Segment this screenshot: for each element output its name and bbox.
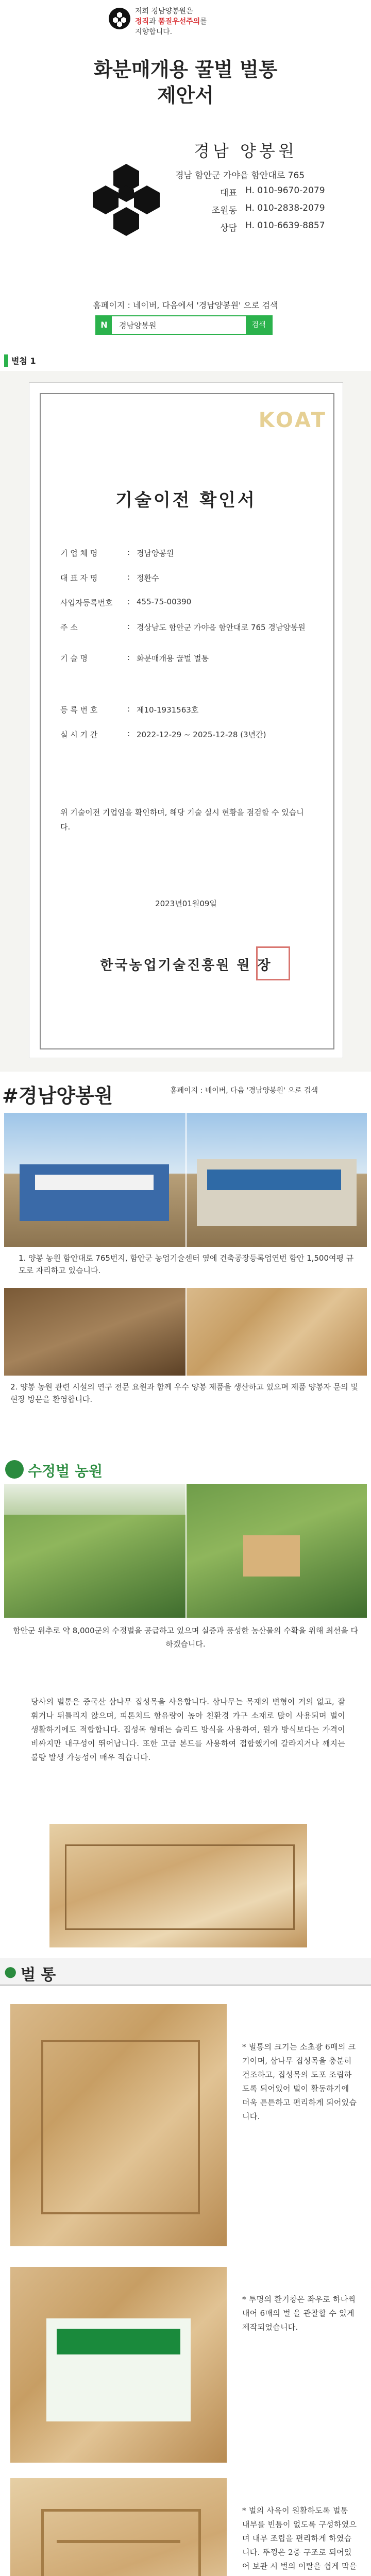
store-caption-2: 2. 양봉 농원 관련 시설의 연구 전문 요원과 함께 우수 양봉 제품을 생산하고 있으며 제품 양봉자 문의 및 현장 방문을 환영합니다. (10, 1382, 358, 1404)
page-title: 화분매개용 꿀벌 벌통 (93, 58, 278, 81)
workshop-photo-1 (4, 1288, 185, 1376)
farm-caption: 함안군 위추로 약 8,000군의 수정벌을 공급하고 있으며 실증과 풍성한 농산물의 수확을 위해 최선을 다하겠습니다. (12, 1626, 359, 1649)
box-photo (10, 2267, 227, 2463)
business-card (0, 123, 371, 293)
box-description: * 벌통의 크기는 소초광 6매의 크기이며, 삼나무 집성목을 충분히 건조하고, 집성목의 도포 조립하도록 되어있어 벌이 활동하기에 더욱 튼튼하고 편리하게 되어있습니다. (242, 2042, 357, 2121)
contact-list (175, 185, 345, 238)
section1-bar (0, 350, 371, 371)
certificate-paper (29, 382, 343, 1058)
hive-in-field-photo (187, 1484, 367, 1618)
honeycomb-emblem-icon (82, 154, 170, 241)
box-photo (10, 2478, 227, 2576)
certificate-title: 기술이전 확인서 (115, 490, 257, 511)
store-front-photo (4, 1113, 185, 1247)
box-item (0, 1999, 371, 2257)
store-search-text: 홈페이지 : 네이버, 다음 '경남양봉원' 으로 검색 (170, 1087, 318, 1095)
store-section (0, 1077, 371, 1458)
search-bar[interactable] (95, 315, 273, 335)
box-photo (10, 2004, 227, 2246)
greenhouse-photo (4, 1484, 185, 1618)
business-address: 경남 함안군 가야읍 함안대로 765 (175, 171, 305, 181)
store-logo: #경남양봉원 (2, 1084, 113, 1107)
certificate-body: 위 기술이전 기업임을 확인하며, 해당 기술 실시 현황을 점검할 수 있습니다. (60, 808, 304, 832)
certificate-issuer: 한국농업기술진흥원 원 장 (100, 958, 272, 973)
business-name: 경남 양봉원 (194, 141, 297, 161)
official-seal-icon (256, 946, 290, 980)
table-row: 기 업 체 명 : 경남양봉원 (60, 548, 174, 558)
top-note-line2: 정직과 품질우선주의를 (135, 18, 207, 26)
certificate (0, 371, 371, 1072)
contact-item: 조원동 H. 010-2838-2079 (211, 203, 325, 216)
top-note-line3: 지향합니다. (135, 28, 173, 36)
certificate-table (60, 548, 318, 754)
top-note (0, 0, 371, 46)
search-query: 경남양봉원 (119, 321, 157, 330)
workshop-photo-2 (187, 1288, 367, 1376)
title-block (0, 57, 371, 118)
farm-section (0, 1458, 371, 1680)
table-row: 실 시 기 간 : 2022-12-29 ~ 2025-12-28 (3년간) (60, 729, 266, 739)
bee-icon: ● (4, 1963, 17, 1980)
store-caption: 1. 양봉 농원 함안대로 765번지, 함안군 농업기술센터 옆에 건축공장등록업연번 함안 1,500여평 규모로 자리하고 있습니다. (19, 1253, 354, 1275)
intro-paragraph: 당사의 벌통은 중국산 삼나무 집성목을 사용합니다. 삼나무는 목재의 변형이 거의 없고, 잘 휘거나 뒤틀리지 않으며, 피톤치드 항유량이 높아 친환경 가구 소재로 많이 사용되며 벌이 생활하기에도 적합합니다. 집성목 형태는 슬리드 방식을 사용하여, 원가 방식보다는 가격이 비싸지만 내구성이 뛰어납니다. 또한 고급 본드를 사용하여 접합했기에 갈라지거나 깨지는 불량 발생 가능성이 매우 적습니다. (31, 1697, 345, 1762)
search-hint-text: 홈페이지 : 네이버, 다음에서 '경남양봉원' 으로 검색 (93, 300, 278, 310)
top-note-line1: 저희 경남양봉원은 (135, 7, 193, 15)
table-row: 주 소 : 경상남도 함안군 가야읍 함안대로 765 경남양봉원 (60, 622, 306, 632)
farm-logo-icon (5, 1460, 24, 1479)
table-row: 기 술 명 : 화분매개용 꿀벌 벌통 (60, 653, 209, 663)
contact-item: 대표 H. 010-9670-2079 (220, 185, 325, 198)
table-row: 대 표 자 명 : 정환수 (60, 572, 159, 583)
box-description: * 투명의 환기창은 좌우로 하나씩 내어 6매의 벌 을 관찰할 수 있게 제작되었습니다. (242, 2295, 356, 2332)
table-row: 사업자등록번호 : 455-75-00390 (60, 597, 192, 607)
box-item (0, 2473, 371, 2576)
certificate-date: 2023년01월09일 (155, 899, 217, 908)
koat-logo: KOAT (258, 409, 327, 432)
page-subtitle: 제안서 (157, 84, 214, 107)
boxes-header: 벌 통 (21, 1966, 56, 1984)
farm-logo: 수정벌 농원 (28, 1463, 103, 1480)
hive-box-photo (49, 1824, 307, 1947)
honeycomb-logo-icon (108, 7, 131, 30)
table-row: 등 록 번 호 : 제10-1931563호 (60, 704, 199, 715)
box-item (0, 2262, 371, 2468)
section-marker (4, 354, 8, 367)
contact-item: 상담 H. 010-6639-8857 (220, 221, 325, 233)
boxes-header-bar (0, 1958, 371, 1986)
section1-label: 별첨 1 (11, 356, 36, 366)
box-description: * 벌의 사육이 원활하도록 벌통 내부를 빈틈이 없도록 구성하였으며 내부 조립을 편리하게 하였습니다. 뚜껑은 2중 구조로 되어있어 보관 시 벌의 이탈을 쉽게 막을 (242, 2506, 357, 2571)
store-side-photo (187, 1113, 367, 1247)
search-button[interactable]: 검색 (246, 316, 272, 334)
intro-section (0, 1690, 371, 1819)
search-hint (0, 299, 371, 340)
naver-logo-icon: N (96, 316, 112, 334)
